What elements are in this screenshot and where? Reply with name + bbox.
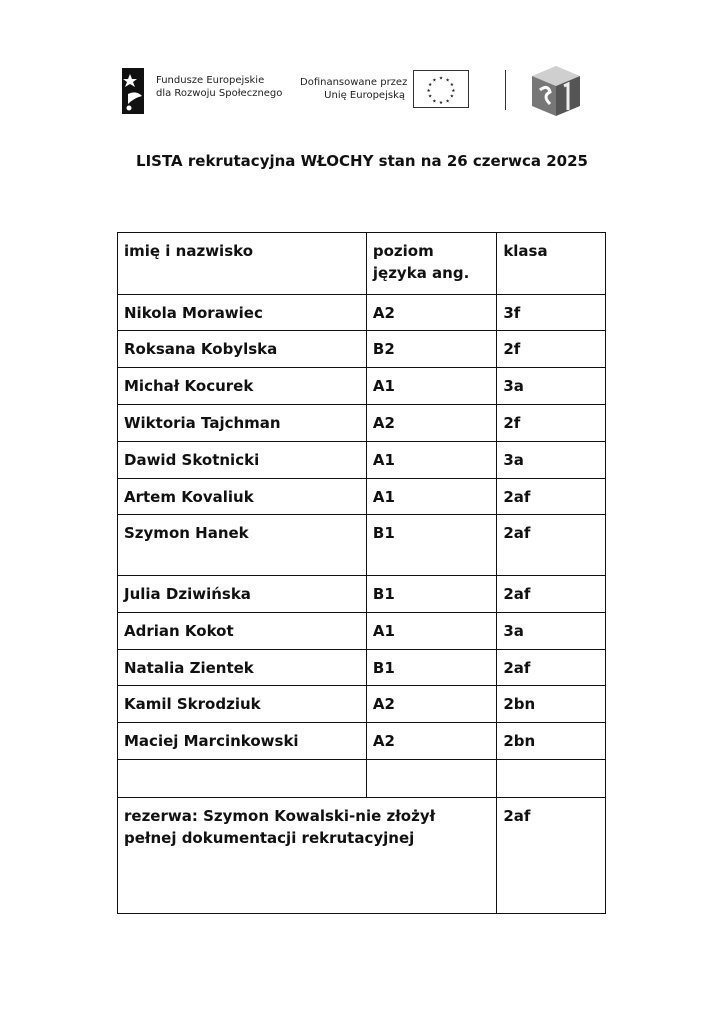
english-level: A2 (366, 686, 496, 723)
header-level: poziom języka ang. (366, 233, 496, 295)
student-name: Michał Kocurek (118, 368, 367, 405)
student-name: Roksana Kobylska (118, 331, 367, 368)
table-row (118, 442, 606, 479)
table-row (118, 686, 606, 723)
eu-line1: Dofinansowane przez (300, 77, 408, 88)
header-class: klasa (497, 233, 606, 295)
student-class: 2f (497, 331, 606, 368)
student-name: Natalia Zientek (118, 650, 367, 686)
table-row (118, 405, 606, 442)
student-name: Dawid Skotnicki (118, 442, 367, 479)
table-header-row (118, 233, 606, 295)
student-class: 2f (497, 405, 606, 442)
student-class: 2af (497, 515, 606, 576)
logo-divider (505, 70, 506, 110)
table-row (118, 368, 606, 405)
reserve-line2: pełnej dokumentacji rekrutacyjnej (124, 829, 415, 847)
student-class: 2bn (497, 686, 606, 723)
reserve-line1: rezerwa: Szymon Kowalski-nie złożył (124, 807, 436, 825)
english-level: A2 (366, 405, 496, 442)
fe-star-logo-icon (120, 64, 150, 114)
english-level: A2 (366, 723, 496, 760)
school-cube-logo-icon (528, 62, 584, 118)
table-row (118, 295, 606, 331)
student-class: 3a (497, 368, 606, 405)
svg-text:★: ★ (438, 101, 444, 107)
english-level: A1 (366, 613, 496, 650)
fe-logo-line1: Fundusze Europejskie (156, 75, 265, 86)
svg-text:★: ★ (426, 88, 431, 94)
student-class: 3a (497, 613, 606, 650)
svg-text:★: ★ (445, 78, 450, 84)
fe-logo-line2: dla Rozwoju Społecznego (156, 88, 283, 99)
english-level: B1 (366, 515, 496, 576)
student-name: Kamil Skrodziuk (118, 686, 367, 723)
svg-text:★: ★ (427, 94, 433, 100)
reserve-class: 2af (497, 798, 606, 914)
student-class: 2af (497, 650, 606, 686)
student-name: Julia Dziwińska (118, 576, 367, 613)
recruitment-table (117, 232, 606, 914)
student-class: 2af (497, 479, 606, 515)
reserve-row (118, 798, 606, 914)
svg-text:★: ★ (432, 78, 437, 84)
table-row (118, 331, 606, 368)
svg-text:★: ★ (427, 83, 433, 89)
empty-row (118, 760, 606, 798)
header-name: imię i nazwisko (118, 233, 367, 295)
svg-text:★: ★ (438, 76, 444, 82)
student-name: Nikola Morawiec (118, 295, 367, 331)
svg-text:★: ★ (449, 94, 455, 100)
table-row (118, 479, 606, 515)
student-class: 3f (497, 295, 606, 331)
eu-text (300, 76, 408, 102)
svg-text:★: ★ (449, 83, 455, 89)
english-level: A1 (366, 479, 496, 515)
table-row (118, 723, 606, 760)
english-level: B1 (366, 576, 496, 613)
english-level: B2 (366, 331, 496, 368)
student-name: Maciej Marcinkowski (118, 723, 367, 760)
empty-cell (366, 760, 496, 798)
student-name: Adrian Kokot (118, 613, 367, 650)
page-title: LISTA rekrutacyjna WŁOCHY stan na 26 czerwca 2025 (136, 152, 588, 170)
student-class: 3a (497, 442, 606, 479)
student-name: Wiktoria Tajchman (118, 405, 367, 442)
eu-flag-icon (413, 70, 469, 108)
student-class: 2af (497, 576, 606, 613)
eu-line2: Unię Europejską (324, 90, 405, 101)
reserve-note (118, 798, 497, 914)
svg-text:★: ★ (432, 99, 437, 105)
english-level: A2 (366, 295, 496, 331)
student-name: Artem Kovaliuk (118, 479, 367, 515)
logo-bar (0, 60, 724, 120)
table-row (118, 576, 606, 613)
english-level: A1 (366, 442, 496, 479)
svg-text:★: ★ (451, 88, 456, 94)
english-level: B1 (366, 650, 496, 686)
table-row (118, 650, 606, 686)
empty-cell (118, 760, 367, 798)
table-row (118, 613, 606, 650)
student-name: Szymon Hanek (118, 515, 367, 576)
svg-text:★: ★ (445, 99, 450, 105)
student-class: 2bn (497, 723, 606, 760)
english-level: A1 (366, 368, 496, 405)
fe-logo-text (156, 74, 282, 100)
empty-cell (497, 760, 606, 798)
table-row (118, 515, 606, 576)
